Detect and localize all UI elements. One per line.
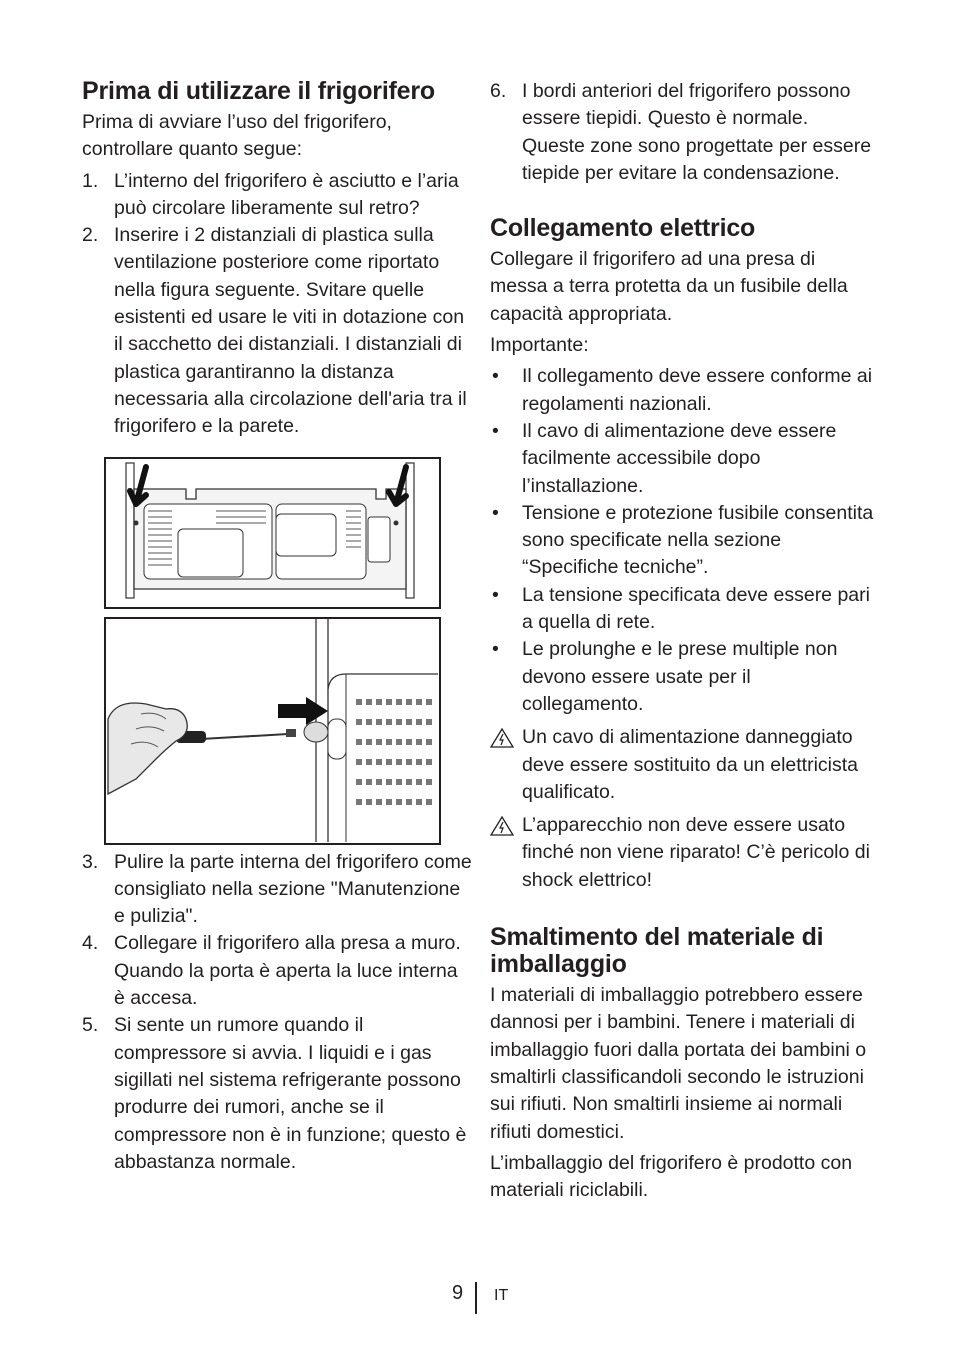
important-label: Importante: xyxy=(490,334,589,357)
section-title-electrical: Collegamento elettrico xyxy=(490,214,756,243)
list-item: • Tensione e protezione fusibile consentita sono specificate nella sezione “Specifiche tecniche”. xyxy=(492,501,874,579)
list-item: 3. Pulire la parte interna del frigorifero come consigliato nella sezione "Manutenzione e pulizia". xyxy=(82,850,472,928)
electrical-bullets xyxy=(490,363,875,718)
list-item: 4. Collegare il frigorifero alla presa a muro. Quando la porta è aperta la luce interna è accesa. xyxy=(82,932,461,1010)
list-item: • Il cavo di alimentazione deve essere facilmente accessibile dopo l’installazione. xyxy=(492,419,837,497)
list-item: • Il collegamento deve essere conforme ai regolamenti nazionali. xyxy=(492,365,873,415)
right-column xyxy=(490,78,875,1204)
checklist-second xyxy=(82,849,472,1177)
list-item: 6. I bordi anteriori del frigorifero possono essere tiepidi. Questo è normale. Queste zone sono progettate per essere tiepide per evitare la condensazione. xyxy=(490,80,872,184)
list-item: • Le prolunghe e le prese multiple non devono essere usate per il collegamento. xyxy=(492,638,838,715)
footer-divider xyxy=(475,1282,477,1314)
warning-triangle-icon xyxy=(490,728,514,748)
screwdriver-illustration xyxy=(106,619,438,842)
list-item: 5. Si sente un rumore quando il compressore si avvia. I liquidi e i gas sigillati nel sistema refrigerante possono produrre dei rumori, anche se il compressore non è in funzione; questo è abbastanza normale. xyxy=(82,1014,467,1173)
list-item: 1. L’interno del frigorifero è asciutto e l’aria può circolare liberamente sul retro? xyxy=(82,169,459,219)
disposal-paragraph: I materiali di imballaggio potrebbero essere dannosi per i bambini. Tenere i materiali di imballaggio fuori dalla portata dei bambini o smaltirli classificandoli secondo le istruzioni sui rifiuti. Non smaltirli insieme ai normali rifiuti domestici. xyxy=(490,984,867,1143)
disposal-paragraph-2: L’imballaggio del frigorifero è prodotto con materiali riciclabili. xyxy=(490,1151,853,1202)
figure-screwdriver xyxy=(104,617,441,845)
warning-note: Un cavo di alimentazione danneggiato deve essere sostituito da un elettricista qualificato. xyxy=(490,724,875,806)
language-code: IT xyxy=(494,1287,509,1304)
checklist-first xyxy=(82,168,472,441)
list-item: 2. Inserire i 2 distanziali di plastica sulla ventilazione posteriore come riportato nella figura seguente. Svitare quelle esistenti ed usare le viti in dotazione con il sacchetto dei distanziali. I distanziali di plastica garantiranno la distanza necessaria alla circolazione dell'aria tra il frigorifero e la parete. xyxy=(82,224,467,438)
page-number: 9 xyxy=(452,1282,464,1304)
checklist-continued xyxy=(490,78,875,187)
section-title-disposal: Smaltimento del materiale di imballaggio xyxy=(490,923,824,979)
section-title-before-use: Prima di utilizzare il frigorifero xyxy=(82,77,435,105)
intro-paragraph: Prima di avviare l’uso del frigorifero, controllare quanto segue: xyxy=(82,111,392,161)
figure-rear-spacers xyxy=(104,457,441,609)
fridge-rear-illustration xyxy=(106,459,438,606)
left-column xyxy=(82,78,472,1176)
warning-note: L’apparecchio non deve essere usato finché non viene riparato! C’è pericolo di shock elettrico! xyxy=(490,812,875,894)
list-item: • La tensione specificata deve essere pari a quella di rete. xyxy=(492,583,870,634)
warning-triangle-icon xyxy=(490,816,514,836)
electrical-intro: Collegare il frigorifero ad una presa di messa a terra protetta da un fusibile della capacità appropriata. xyxy=(490,248,848,325)
